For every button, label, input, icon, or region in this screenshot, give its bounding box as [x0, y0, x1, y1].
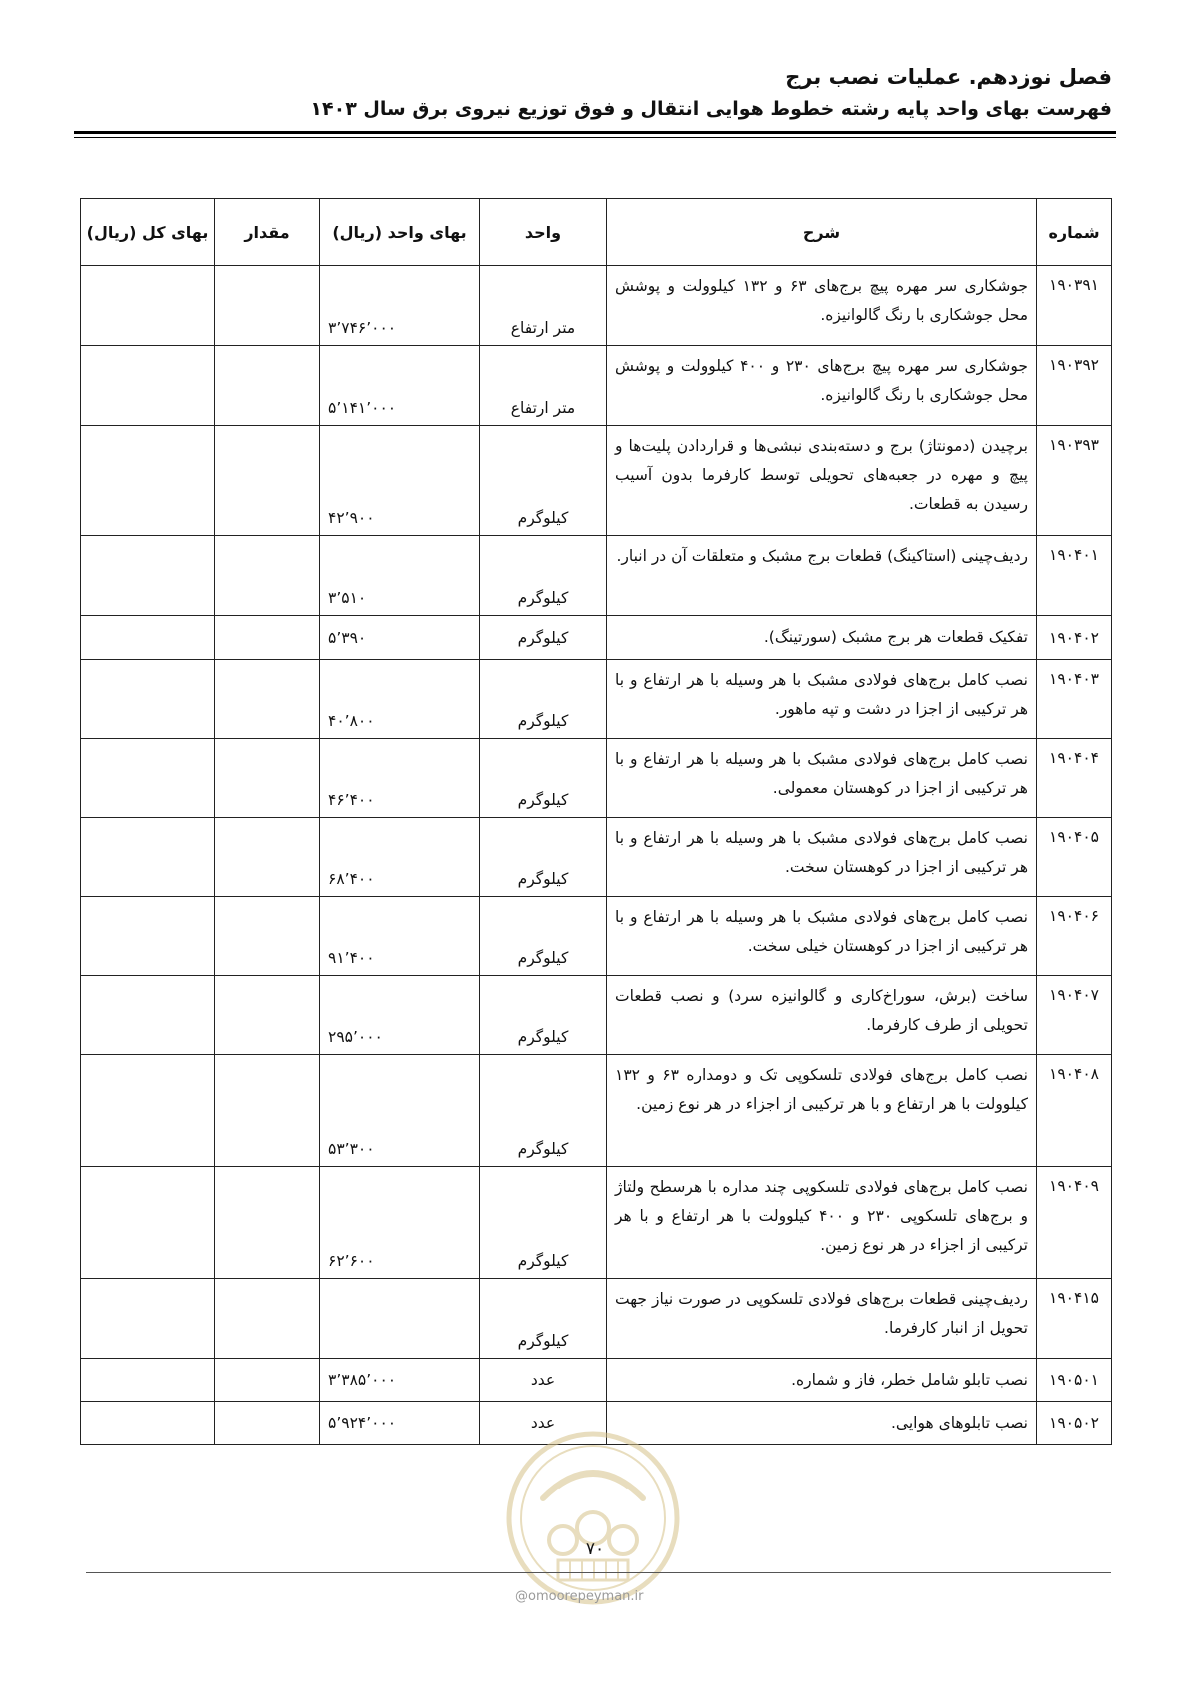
row-code: ۱۹۰۴۰۲	[1037, 616, 1112, 660]
price-table	[80, 198, 1112, 1445]
row-unit: کیلوگرم	[480, 616, 607, 660]
row-total-price	[81, 346, 215, 426]
row-unit-price: ۹۱٬۴۰۰	[320, 897, 480, 976]
row-quantity	[215, 616, 320, 660]
book-title: فهرست بهای واحد پایه رشته خطوط هوایی انتقال و فوق توزیع نیروی برق سال ۱۴۰۳	[310, 98, 1112, 120]
watermark-logo	[503, 1428, 683, 1612]
row-quantity	[215, 1055, 320, 1167]
row-unit: متر ارتفاع	[480, 266, 607, 346]
row-code: ۱۹۰۴۰۶	[1037, 897, 1112, 976]
row-description: ساخت (برش، سوراخ‌کاری و گالوانیزه سرد) و نصب قطعات تحویلی از طرف کارفرما.	[607, 976, 1037, 1055]
table-header-row	[81, 199, 1112, 266]
row-code: ۱۹۰۳۹۳	[1037, 426, 1112, 536]
row-unit: کیلوگرم	[480, 1279, 607, 1359]
row-quantity	[215, 739, 320, 818]
table-row	[81, 346, 1112, 426]
row-code: ۱۹۰۴۰۷	[1037, 976, 1112, 1055]
row-description: نصب کامل برج‌های فولادی مشبک با هر وسیله با هر ارتفاع و با هر ترکیبی از اجزا در کوهستان معمولی.	[607, 739, 1037, 818]
row-unit: کیلوگرم	[480, 897, 607, 976]
table-row	[81, 976, 1112, 1055]
row-total-price	[81, 1279, 215, 1359]
row-description: نصب کامل برج‌های فولادی تلسکوپی چند مداره با هرسطح ولتاژ و برج‌های تلسکوپی ۲۳۰ و ۴۰۰ کیلوولت با هر ارتفاع و با هر ترکیبی از اجزاء در هر نوع زمین.	[607, 1167, 1037, 1279]
row-total-price	[81, 739, 215, 818]
row-quantity	[215, 818, 320, 897]
row-quantity	[215, 536, 320, 616]
row-description: ردیف‌چینی (استاکینگ) قطعات برج مشبک و متعلقات آن در انبار.	[607, 536, 1037, 616]
row-total-price	[81, 616, 215, 660]
row-total-price	[81, 660, 215, 739]
row-unit: کیلوگرم	[480, 976, 607, 1055]
row-unit: عدد	[480, 1402, 607, 1445]
col-header-code: شماره	[1037, 199, 1112, 266]
row-quantity	[215, 660, 320, 739]
row-unit-price: ۶۲٬۶۰۰	[320, 1167, 480, 1279]
row-unit-price: ۳٬۷۴۶٬۰۰۰	[320, 266, 480, 346]
header-rule-thin	[74, 137, 1116, 138]
page-number: ۷۰	[585, 1539, 605, 1559]
row-code: ۱۹۰۴۰۳	[1037, 660, 1112, 739]
row-quantity	[215, 346, 320, 426]
row-unit-price: ۲۹۵٬۰۰۰	[320, 976, 480, 1055]
row-unit-price: ۳٬۵۱۰	[320, 536, 480, 616]
row-unit: کیلوگرم	[480, 818, 607, 897]
row-total-price	[81, 897, 215, 976]
table-row	[81, 739, 1112, 818]
row-total-price	[81, 1402, 215, 1445]
table-row	[81, 536, 1112, 616]
row-unit: کیلوگرم	[480, 739, 607, 818]
col-header-unit-price: بهای واحد (ریال)	[320, 199, 480, 266]
row-unit-price: ۵٬۹۲۴٬۰۰۰	[320, 1402, 480, 1445]
table-row	[81, 1279, 1112, 1359]
row-code: ۱۹۰۳۹۱	[1037, 266, 1112, 346]
row-code: ۱۹۰۴۱۵	[1037, 1279, 1112, 1359]
table-row	[81, 818, 1112, 897]
row-code: ۱۹۰۴۰۸	[1037, 1055, 1112, 1167]
footer-rule	[86, 1572, 1111, 1573]
row-description: جوشکاری سر مهره پیچ برج‌های ۲۳۰ و ۴۰۰ کیلوولت و پوشش محل جوشکاری با رنگ گالوانیزه.	[607, 346, 1037, 426]
row-unit: کیلوگرم	[480, 1167, 607, 1279]
row-total-price	[81, 536, 215, 616]
row-description: نصب کامل برج‌های فولادی مشبک با هر وسیله با هر ارتفاع و با هر ترکیبی از اجزا در کوهستان خیلی سخت.	[607, 897, 1037, 976]
table-row	[81, 616, 1112, 660]
row-unit-price	[320, 1279, 480, 1359]
row-total-price	[81, 266, 215, 346]
row-total-price	[81, 976, 215, 1055]
col-header-unit: واحد	[480, 199, 607, 266]
row-code: ۱۹۰۴۰۱	[1037, 536, 1112, 616]
row-description: ردیف‌چینی قطعات برج‌های فولادی تلسکوپی در صورت نیاز جهت تحویل از انبار کارفرما.	[607, 1279, 1037, 1359]
row-total-price	[81, 426, 215, 536]
table-row	[81, 426, 1112, 536]
table-row	[81, 1055, 1112, 1167]
row-quantity	[215, 976, 320, 1055]
row-unit: عدد	[480, 1359, 607, 1402]
row-unit-price: ۵٬۳۹۰	[320, 616, 480, 660]
seal-icon	[503, 1428, 683, 1608]
page-header	[310, 60, 1112, 124]
row-total-price	[81, 1167, 215, 1279]
row-unit: متر ارتفاع	[480, 346, 607, 426]
row-description: جوشکاری سر مهره پیچ برج‌های ۶۳ و ۱۳۲ کیلوولت و پوشش محل جوشکاری با رنگ گالوانیزه.	[607, 266, 1037, 346]
row-quantity	[215, 1359, 320, 1402]
row-description: نصب تابلوهای هوایی.	[607, 1402, 1037, 1445]
row-unit: کیلوگرم	[480, 1055, 607, 1167]
chapter-title: فصل نوزدهم. عملیات نصب برج	[785, 65, 1112, 89]
row-code: ۱۹۰۴۰۹	[1037, 1167, 1112, 1279]
col-header-total-price: بهای کل (ریال)	[81, 199, 215, 266]
row-unit-price: ۳٬۳۸۵٬۰۰۰	[320, 1359, 480, 1402]
row-unit: کیلوگرم	[480, 536, 607, 616]
col-header-description: شرح	[607, 199, 1037, 266]
website-watermark: @omoorepeyman.ir	[515, 1589, 644, 1604]
row-unit-price: ۴۰٬۸۰۰	[320, 660, 480, 739]
row-code: ۱۹۰۴۰۵	[1037, 818, 1112, 897]
row-code: ۱۹۰۳۹۲	[1037, 346, 1112, 426]
row-unit-price: ۶۸٬۴۰۰	[320, 818, 480, 897]
row-quantity	[215, 1279, 320, 1359]
row-unit: کیلوگرم	[480, 426, 607, 536]
header-rule-thick	[74, 131, 1116, 134]
row-description: برچیدن (دمونتاژ) برج و دسته‌بندی نبشی‌ها و قراردادن پلیت‌ها و پیچ و مهره در جعبه‌های تحویلی توسط کارفرما بدون آسیب رسیدن به قطعات.	[607, 426, 1037, 536]
table-row	[81, 897, 1112, 976]
row-description: تفکیک قطعات هر برج مشبک (سورتینگ).	[607, 616, 1037, 660]
table-row	[81, 266, 1112, 346]
row-description: نصب تابلو شامل خطر، فاز و شماره.	[607, 1359, 1037, 1402]
row-total-price	[81, 818, 215, 897]
row-quantity	[215, 426, 320, 536]
col-header-quantity: مقدار	[215, 199, 320, 266]
row-quantity	[215, 897, 320, 976]
row-unit-price: ۴۶٬۴۰۰	[320, 739, 480, 818]
row-quantity	[215, 266, 320, 346]
table-row	[81, 660, 1112, 739]
row-description: نصب کامل برج‌های فولادی مشبک با هر وسیله با هر ارتفاع و با هر ترکیبی از اجزا در کوهستان سخت.	[607, 818, 1037, 897]
row-unit-price: ۵۳٬۳۰۰	[320, 1055, 480, 1167]
row-unit: کیلوگرم	[480, 660, 607, 739]
row-total-price	[81, 1055, 215, 1167]
row-code: ۱۹۰۵۰۱	[1037, 1359, 1112, 1402]
table-row	[81, 1359, 1112, 1402]
row-quantity	[215, 1402, 320, 1445]
row-unit-price: ۵٬۱۴۱٬۰۰۰	[320, 346, 480, 426]
row-total-price	[81, 1359, 215, 1402]
row-description: نصب کامل برج‌های فولادی تلسکوپی تک و دومداره ۶۳ و ۱۳۲ کیلوولت با هر ارتفاع و با هر ترکیبی از اجزاء در هر نوع زمین.	[607, 1055, 1037, 1167]
row-description: نصب کامل برج‌های فولادی مشبک با هر وسیله با هر ارتفاع و با هر ترکیبی از اجزا در دشت و تپه ماهور.	[607, 660, 1037, 739]
row-unit-price: ۴۲٬۹۰۰	[320, 426, 480, 536]
row-code: ۱۹۰۴۰۴	[1037, 739, 1112, 818]
table-row	[81, 1167, 1112, 1279]
row-quantity	[215, 1167, 320, 1279]
row-code: ۱۹۰۵۰۲	[1037, 1402, 1112, 1445]
